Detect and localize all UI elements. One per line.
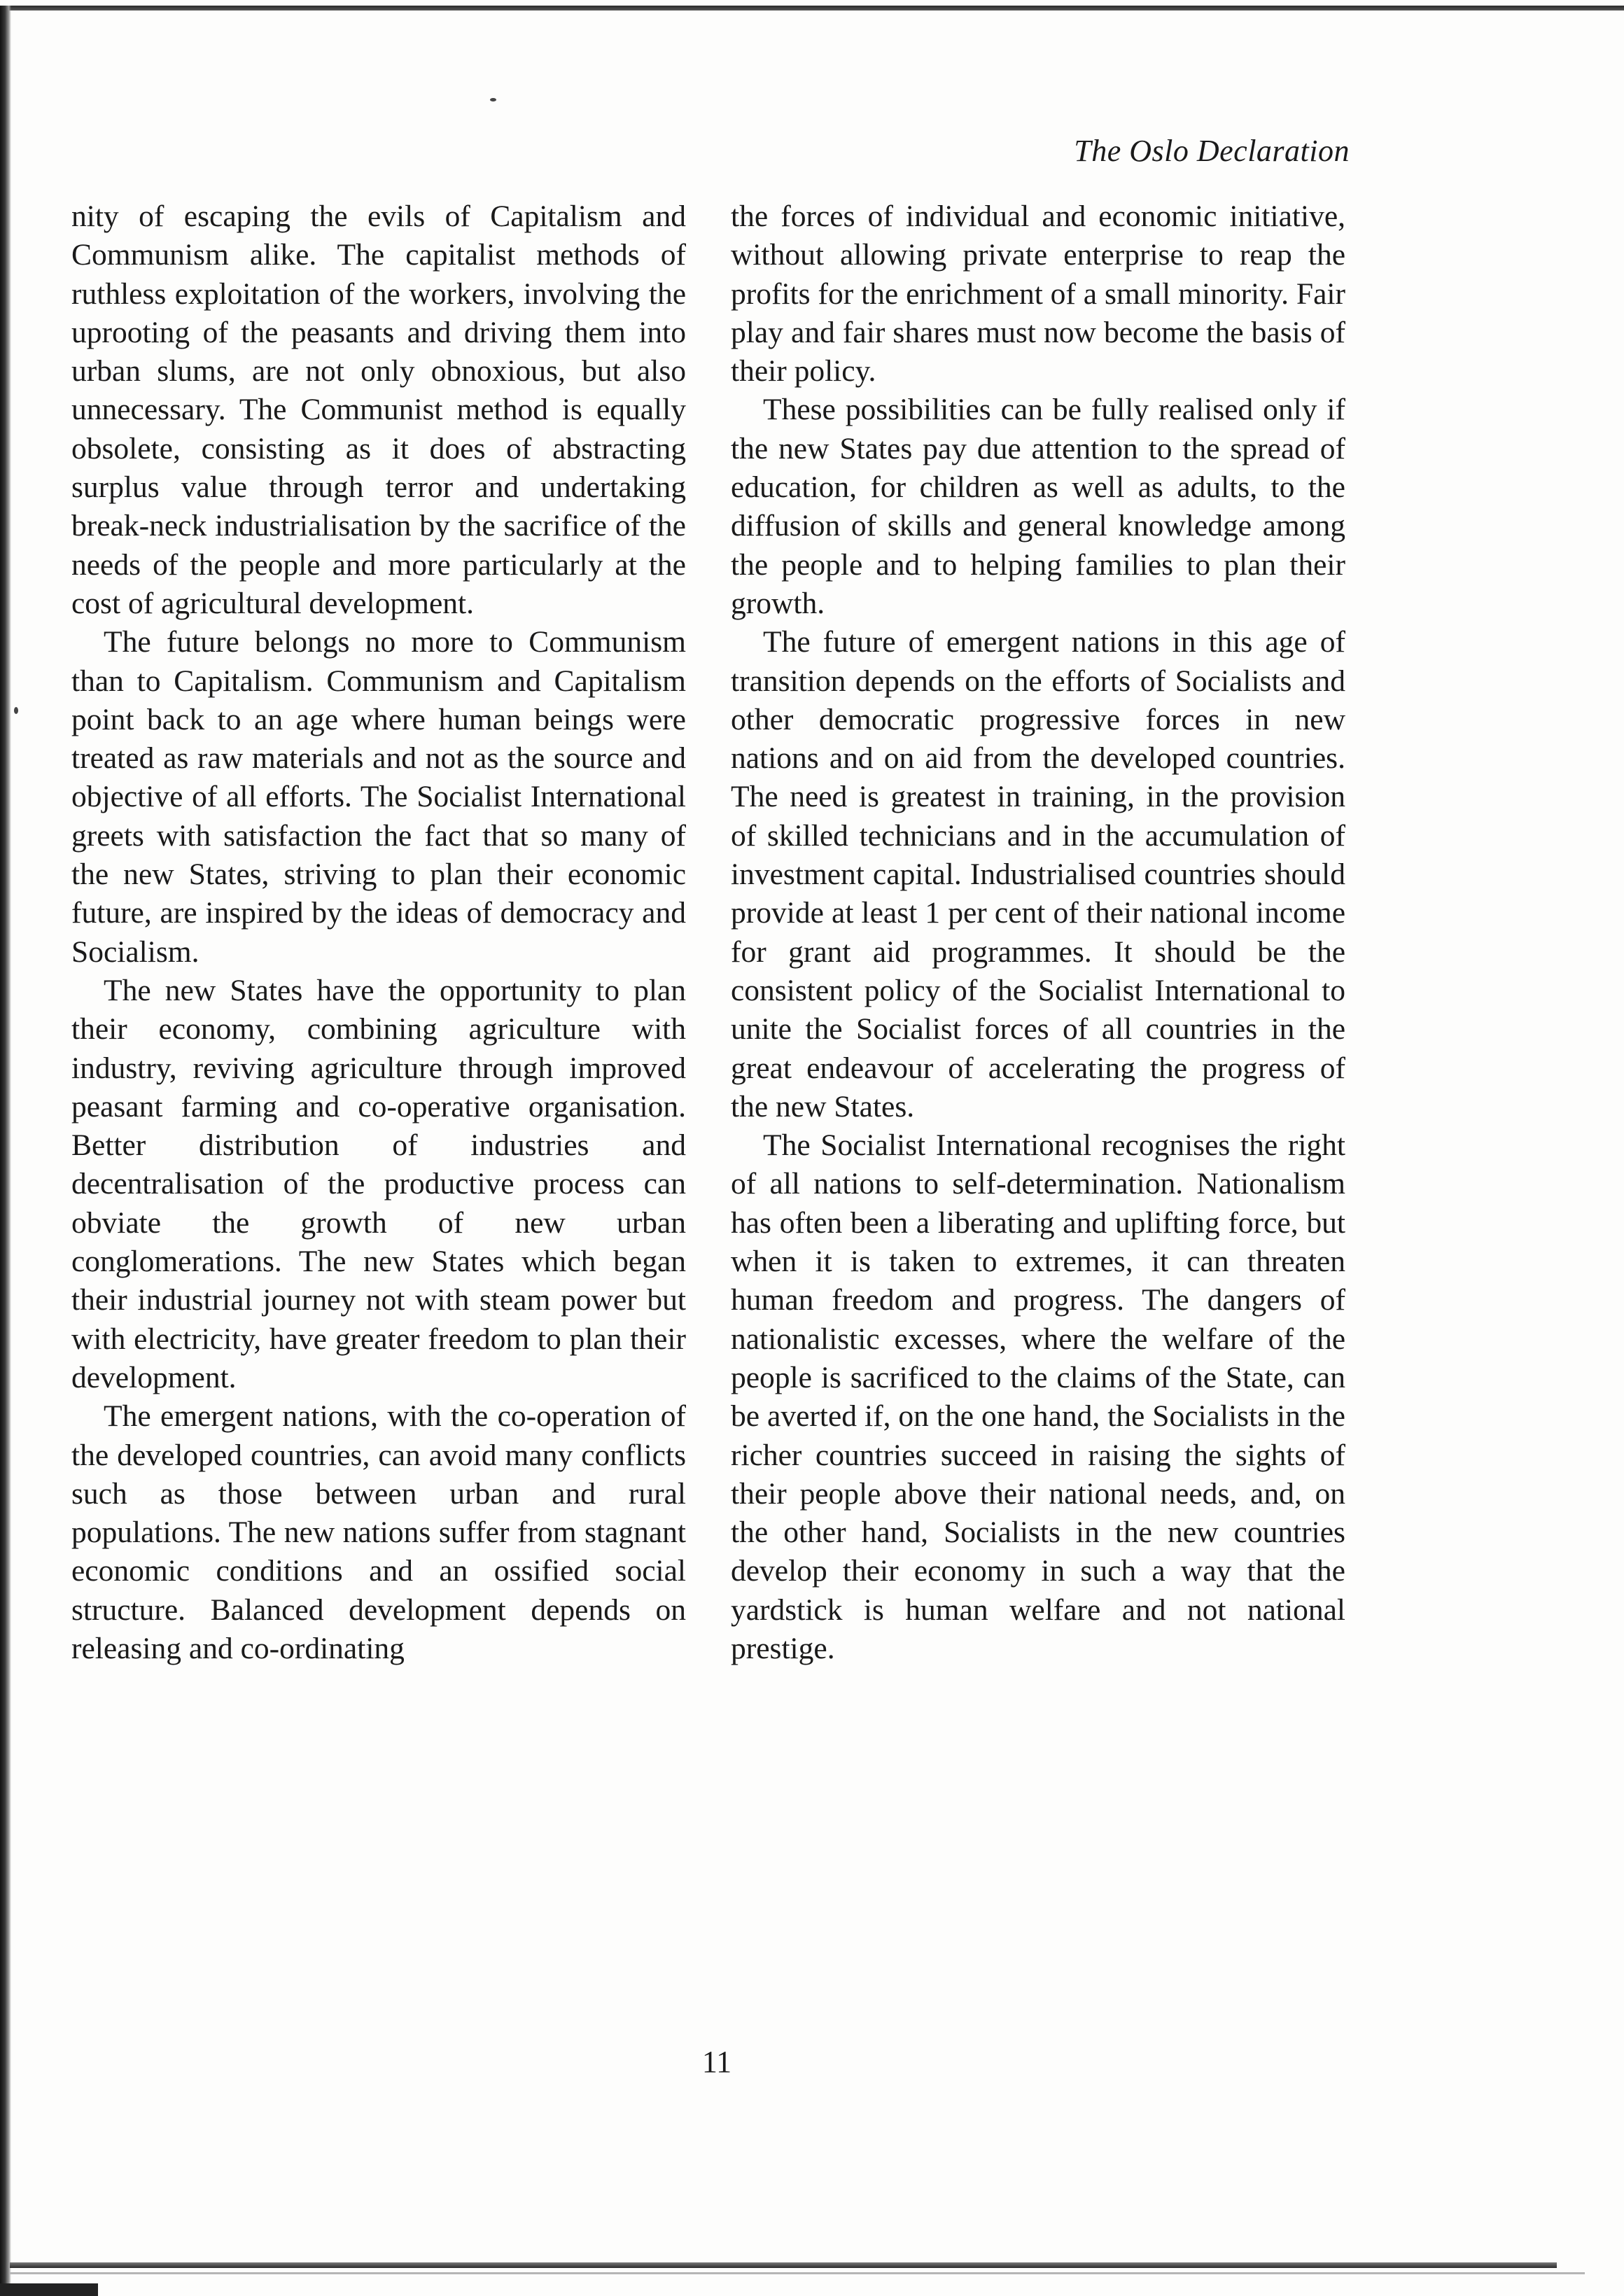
- paragraph: nity of escaping the evils of Capitalism and Communism alike. The capitalist methods of ruthless exploitation of the workers, involving the uprooting of the peasants and driving them into urban slums, are not only obnoxious, but also unnecessary. The Communist method is equally obsolete, consisting as it does of abstracting surplus value through terror and undertaking break-neck industrialisation by the sacrifice of the needs of the people and more particularly at the cost of agricultural development.: [71, 200, 686, 620]
- scan-border-bottom: [10, 2262, 1557, 2268]
- paragraph: These possibilities can be fully realised only if the new States pay due attention to the spread of education, for children as well as adults, to the diffusion of skills and general knowledge among the people and to helping families to plan their growth.: [731, 393, 1345, 620]
- paragraph: The future belongs no more to Communism than to Capitalism. Communism and Capitalism point back to an age where human beings were treated as raw materials and not as the source and objective of all efforts. The Socialist International greets with satisfaction the fact that so many of the new States, striving to plan their economic future, are inspired by the ideas of democracy and Socialism.: [71, 625, 686, 969]
- scan-corner-shadow: [0, 2283, 98, 2296]
- scan-border-bottom-thin: [10, 2272, 1585, 2274]
- right-column: [731, 197, 1345, 1668]
- paragraph: The new States have the opportunity to plan their economy, combining agriculture with industry, reviving agriculture through improved peasant farming and co-operative organisation. Better distribution of industries and decentralisation of the productive process can obviate the growth of new urban conglomerations. The new States which began their industrial journey not with steam power but with electricity, have greater freedom to plan their development.: [71, 973, 686, 1394]
- scan-speck: [490, 98, 496, 102]
- paragraph: The Socialist International recognises the right of all nations to self-determination. Nationalism has often been a liberating and uplifting force, but when it is taken to extremes, it can threaten human freedom and progress. The dangers of nationalistic excesses, where the welfare of the people is sacrificed to the claims of the State, can be averted if, on the one hand, the Socialists in the richer countries succeed in raising the sights of their people above their national needs, and, on the other hand, Socialists in the new countries develop their economy in such a way that the yardstick is human welfare and not national prestige.: [731, 1128, 1345, 1665]
- running-head: The Oslo Declaration: [1074, 134, 1350, 168]
- left-column: [71, 197, 686, 1668]
- scan-border-top: [7, 6, 1624, 10]
- paragraph: The future of emergent nations in this age of transition depends on the efforts of Socialists and other democratic progressive forces in new nations and on aid from the developed countries. The need is greatest in training, in the provision of skilled technicians and in the accumulation of investment capital. Industrialised countries should provide at least 1 per cent of their national income for grant aid programmes. It should be the consistent policy of the Socialist International to unite the Socialist forces of all countries in the great endeavour of accelerating the progress of the new States.: [731, 625, 1345, 1124]
- scan-speck: [14, 707, 18, 714]
- scan-border-left: [0, 6, 11, 2296]
- paragraph: the forces of individual and economic initiative, without allowing private enterprise to reap the profits for the enrichment of a small minority. Fair play and fair shares must now become the basis of their policy.: [731, 200, 1345, 388]
- page-number: 11: [701, 2045, 732, 2079]
- paragraph: The emergent nations, with the co-operation of the developed countries, can avoid many conflicts such as those between urban and rural populations. The new nations suffer from stagnant economic conditions and an ossified social structure. Balanced development depends on releasing and co-ordinating: [71, 1399, 686, 1665]
